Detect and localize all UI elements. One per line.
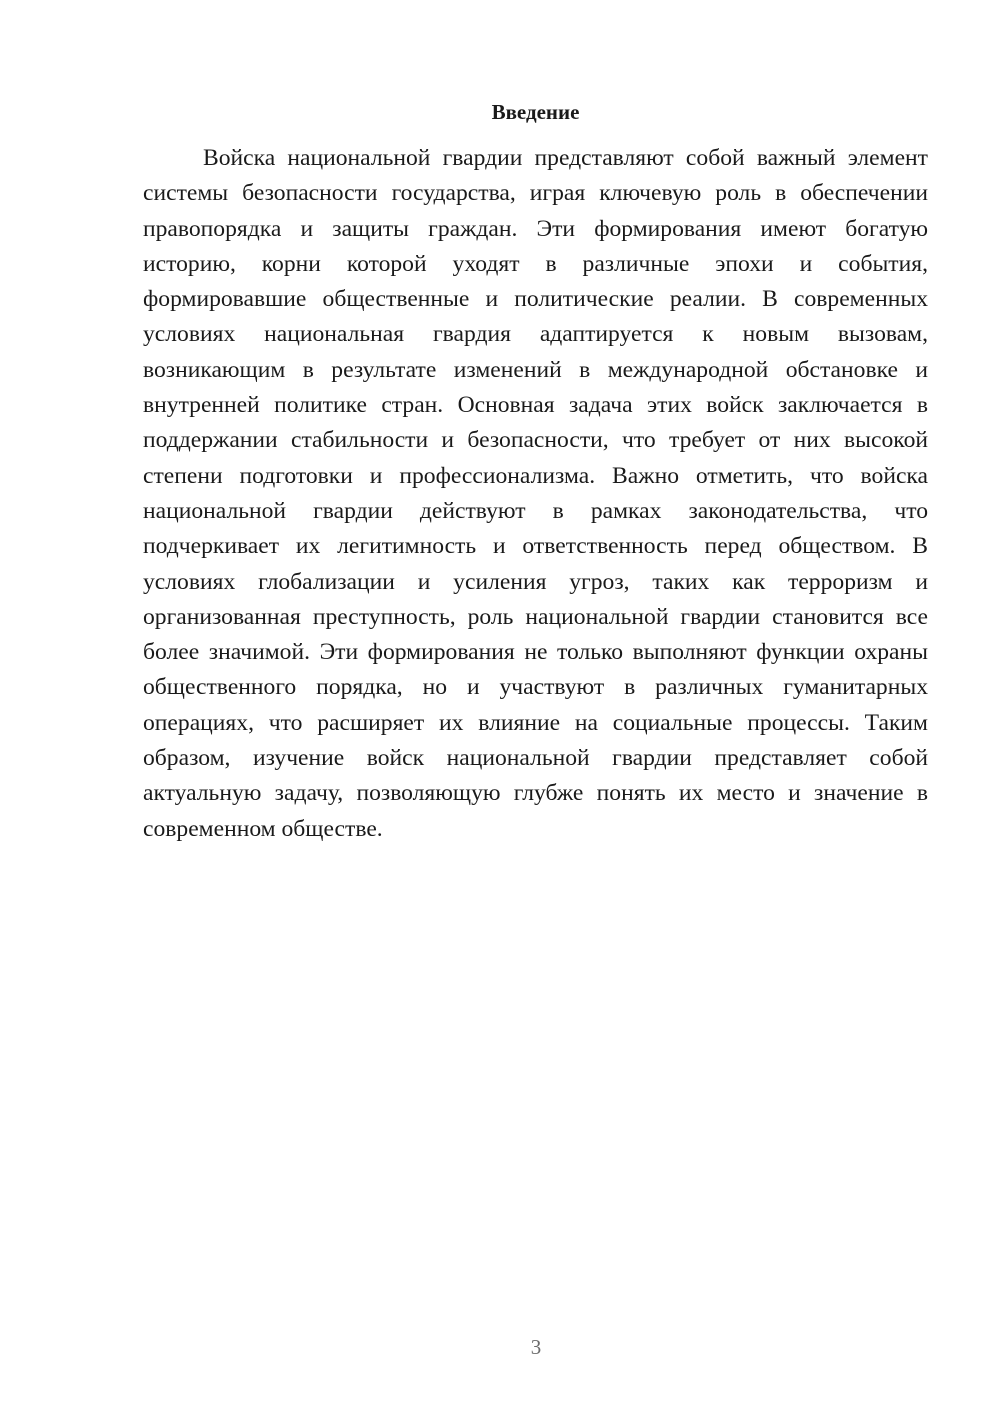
page-number: 3	[530, 1335, 542, 1359]
body-paragraph: Войска национальной гвардии представляют собой важный элемент системы безопасности государства, играя ключевую роль в обеспечении правопорядка и защиты граждан. Эти формирования имеют богатую историю, корни которой уходят в различные эпохи и события, формировавшие общественные и политические реалии. В современных условиях национальная гвардия адаптируется к новым вызовам, возникающим в результате изменений в международной обстановке и внутренней политике стран. Основная задача этих войск заключается в поддержании стабильности и безопасности, что требует от них высокой степени подготовки и профессионализма. Важно отметить, что войска национальной гвардии действуют в рамках законодательства, что подчеркивает их легитимность и ответственность перед обществом. В условиях глобализации и усиления угроз, таких как терроризм и организованная преступность, роль национальной гвардии становится все более значимой. Эти формирования не только выполняют функции охраны общественного порядка, но и участвуют в различных гуманитарных операциях, что расширяет их влияние на социальные процессы. Таким образом, изучение войск национальной гвардии представляет собой актуальную задачу, позволяющую глубже понять их место и значение в современном обществе.	[143, 145, 928, 842]
page-title: Введение	[491, 100, 580, 124]
